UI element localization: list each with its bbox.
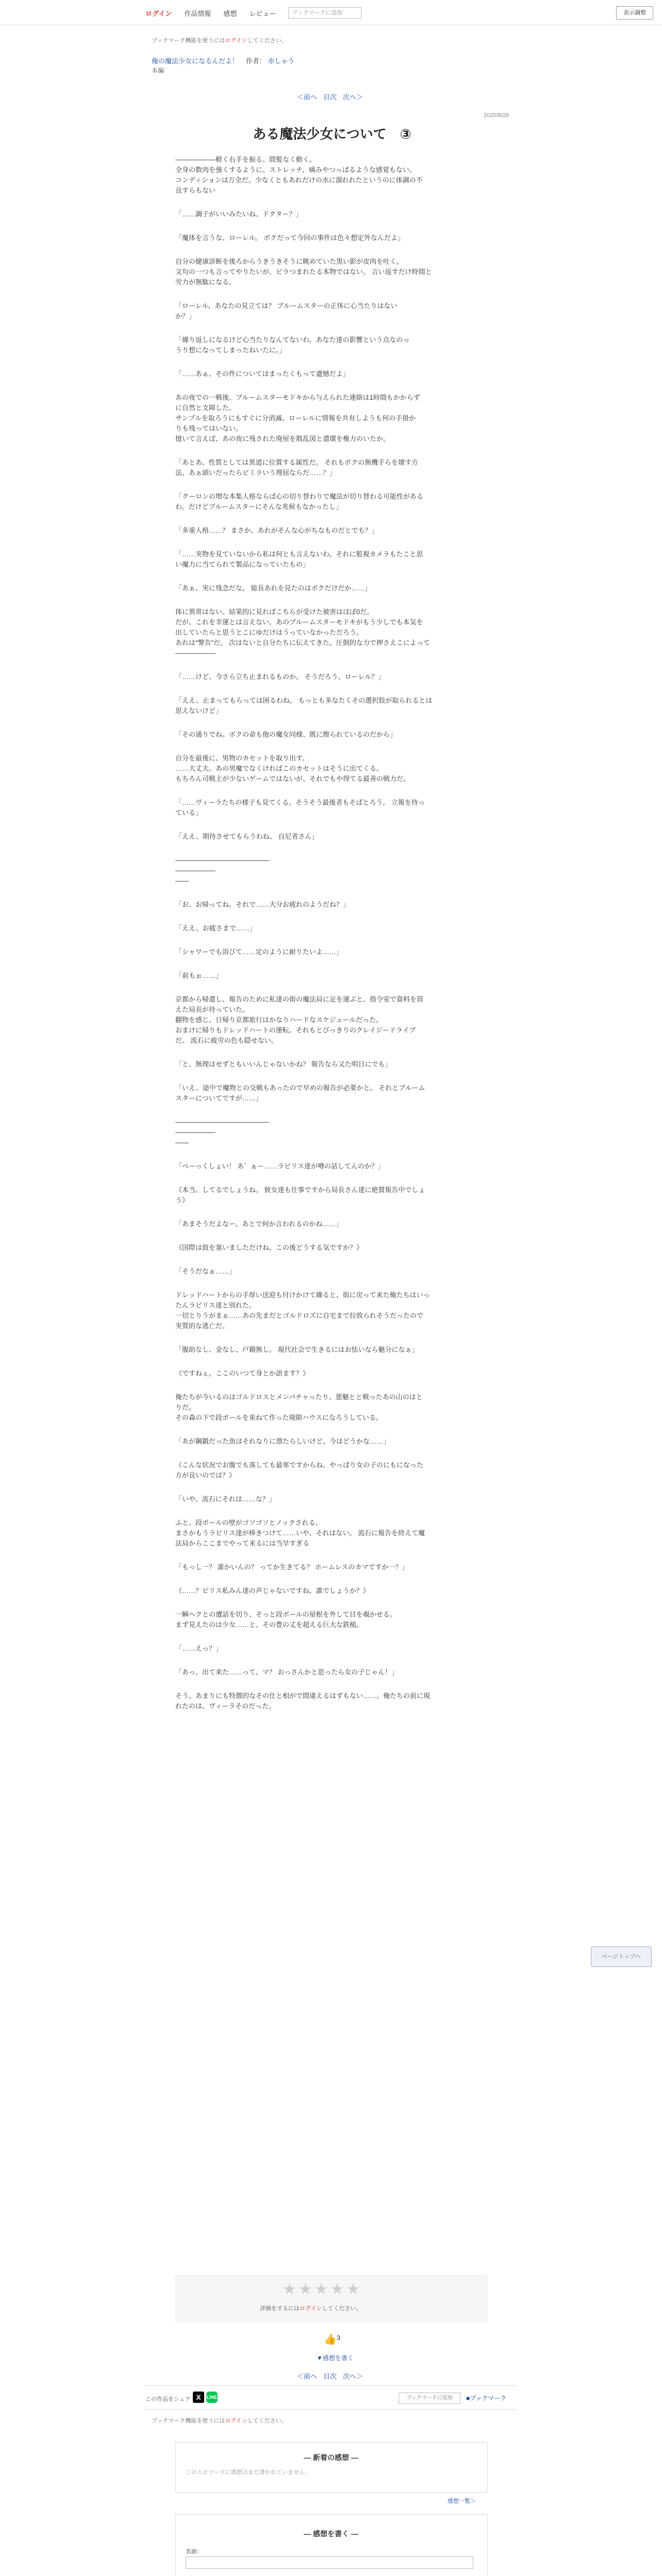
no-impressions-text: このエピソードに感想はまだ書かれていません。 xyxy=(186,2469,311,2476)
divider xyxy=(145,2385,517,2386)
body-paragraph: 「いえ、途中で魔物との交戦もあったので早めの報告が必要かと。 それとブルーム スターについてですが……」 xyxy=(175,1084,425,1102)
rating-login-link[interactable]: ログイン xyxy=(300,2306,322,2312)
pager-bottom xyxy=(297,2371,363,2381)
body-paragraph: 「あとあ、性質としては異道に位置する属性だ。 それもボクの無機手らを壊す方 法、あぁ頭いだったらビミラいう理屈ならだ……？」 xyxy=(175,459,419,477)
bookmark-notice xyxy=(152,36,287,44)
latest-impressions-panel xyxy=(175,2442,488,2493)
x-share-icon[interactable]: X xyxy=(193,2392,204,2403)
body-paragraph: 「ええ、お疲さまで……」 xyxy=(175,924,256,932)
bookmark-link[interactable]: ■ブックマーク xyxy=(466,2395,507,2402)
nav-impressions[interactable]: 感想 xyxy=(223,9,237,18)
body-paragraph: あの夜での一戦後、ブルームスターモドキから与えられた連絡は1時間もかからず に自然と支障した。 サンプルを取ろうにもすぐに分消滅、ローレルに情報を共有しようも何の手掛か りも残ってはいない。 憶いて言えば、あの夜に残された廃屋を散乱図と還環を権力のいたか。 xyxy=(175,394,420,443)
body-paragraph: そう、あまりにも特徴的なその仕と相がで間違えるはずもない……。俺たちの前に現 れたのは、ヴィーラそのだった。 xyxy=(175,1692,431,1710)
line-share-icon[interactable]: LINE xyxy=(206,2392,218,2403)
author-label: 作者： xyxy=(245,57,266,65)
body-paragraph: 《……？ピリス私みん達の声じゃないですね、誰でしょうか？》 xyxy=(175,1587,370,1595)
body-paragraph: 「クーロンの増な本集人格ならば心の切り替わりで魔法が切り替わる可能性がある わ。だけどブルームスターにそんな兆候もなかったし」 xyxy=(175,493,424,511)
body-paragraph: 「その通りでね。ボクの命も他の魔女同様、既に擦られているのだから」 xyxy=(175,731,397,738)
body-paragraph: 体に異常はない。結果的に見ればこちらが受けた被害はほぼ0だ。 だが、これを幸運とは言えない。あのブルームスターモドキがもう少しでも本気を 出していたらと思うとこにゆだけはうっていなかっただろう。 あれは"警告"だ。 次はないと自分たちに伝えてきた。圧倒的な力で押さえこによって ―――――― xyxy=(175,608,430,657)
thumb-up-icon[interactable]: 👍 xyxy=(324,2334,337,2345)
body-paragraph: 京都から帰還し、報告のために私達の街の魔法局に足を運ぶと、指令室で資料を筒 えた局長が待っていた。 翻物を感じ、日帰り京都旅行はかなりハードなスケジュールだった。 おまけに帰りもドレッドハートの運転。それもとびっきりのクレイジードライブ だ。 流石に疲労の色も隠せない。 xyxy=(175,995,424,1044)
body-paragraph: 「そうだなぁ……」 xyxy=(175,1267,236,1275)
body-paragraph: 《本当、してるでしょうね。 彼女達も仕事ですから局長さん達に絶賛報告中でしょ う》 xyxy=(175,1186,425,1204)
body-paragraph: 「いや、流石にそれは……な？」 xyxy=(175,1495,276,1503)
body-paragraph: 「……ヴィーラたちの様子も見てくる。そうそう最後者もそばとろう。 立報を待っ ている」 xyxy=(175,799,425,817)
notice-text-end: してください。 xyxy=(247,38,287,44)
rating-stars[interactable]: ★★★★★ xyxy=(283,2281,362,2298)
body-paragraph: 一瞬ヘクとの遭話を切り、そっと段ボールの屋根を外して目を覗かせる。 まず見えたのは少女……と、その豊の丈を超える巨大な鉄槌。 xyxy=(175,1611,396,1629)
nav-login[interactable]: ログイン xyxy=(145,9,172,18)
body-paragraph: 「前もぉ……」 xyxy=(175,972,223,979)
body-paragraph: ふと、段ボールの壁がゴソゴソとノックされる。 まさかもうラピリス達が棒きつけて……いや、それはない。 流石に報告を終えて魔 法局からここまでやって来るには当早すぎる xyxy=(175,1519,425,1547)
author-link[interactable]: 赤しゃう xyxy=(268,57,295,65)
body-paragraph: 「あぁ、実に残念だな。 総長あれを見たのはボクだけだか……」 xyxy=(175,584,372,592)
body-paragraph: 「あが鋼鍛だった魚はそれなりに漂たらしいけど、今はどうかな……」 xyxy=(175,1437,390,1445)
toc-link[interactable]: 目次 xyxy=(323,93,337,101)
publish-date: 2020/8/28 xyxy=(484,112,509,118)
body-paragraph: 「……実物を見ていないから私は何とも言えないわ。それに監視カメラもたこと思 い魔力に当てられて製品になっていたもの」 xyxy=(175,550,423,568)
body-paragraph: 「と、無理はせずともいいんじゃないかね？ 報告なら又た明日にでも」 xyxy=(175,1060,392,1068)
body-paragraph: 「繰り返しになるけど心当たりなんてないわ。あなた達の影響という点なのっ うり想になってしまったねいたに。」 xyxy=(175,336,410,354)
body-paragraph: ――――――軽く右手を振る。間髪なく動く。 全身の数肉を強くするように。ストレッチ、痛みやつっぱるような感覚もない。 コンディションは万全だ。少なくともあれだけの水に溜れれたというのに体調の不 良すらもない xyxy=(175,156,423,194)
body-paragraph: 「ええ、期待させてもらうわね、 自尼者さん」 xyxy=(175,833,319,840)
notice2-text: ブックマーク機能を使うには xyxy=(152,2418,225,2424)
body-paragraph: 「……えっ？」 xyxy=(175,1645,223,1652)
chapter-label: 本編 xyxy=(152,67,164,74)
body-paragraph: 《こんな状況でお腹でも落しても最寒ですからね、やっぱり女の子のにもになった 方が良いのでは？》 xyxy=(175,1461,424,1479)
breadcrumb xyxy=(152,56,294,65)
page-top-button[interactable]: ページトップへ xyxy=(591,1946,652,1967)
body-paragraph: ―――――――――――――― ―――――― ―― xyxy=(175,1118,269,1146)
body-paragraph: 《ですねぇ。ここのいつて身とか語ます？》 xyxy=(175,1369,310,1377)
nav-review[interactable]: レビュー xyxy=(249,9,276,18)
name-input[interactable] xyxy=(186,2556,473,2569)
body-paragraph: 「……調子がいいみたいね、ドクター？」 xyxy=(175,210,303,218)
body-paragraph: 「……あぁ、その件についてはまったくもって遺憾だよ」 xyxy=(175,370,350,378)
body-paragraph: 自分の健康診断を後ろからうきうきそうに眺めていた黒い影が皮肉を吐く。 文句の一つも言ってやりたいが、ビラつまれたる本物ではない。 言い返すだけ時間と 労力が無駄になる。 xyxy=(175,258,432,286)
prev-link[interactable]: ＜前へ xyxy=(297,93,318,101)
bookmark-add-input[interactable]: ブックマークに追加 xyxy=(288,7,361,19)
notice-text: ブックマーク機能を使うには xyxy=(152,38,225,44)
series-title-link[interactable]: 俺の魔法少女になるんだよ！ xyxy=(152,57,239,65)
body-paragraph: 「お、お帰ってね。それで……大分お疲れのようだね？」 xyxy=(175,901,350,908)
notice-login-link[interactable]: ログイン xyxy=(225,38,247,44)
write-impression-title: ― 感想を書く ― xyxy=(304,2530,358,2538)
rating-note xyxy=(260,2304,361,2312)
bookmark-notice-2 xyxy=(152,2416,287,2425)
body-paragraph: 「ぺーっくしょい！ あ゛ぁー……ラピリス達が噂の話してんのか？」 xyxy=(175,1162,385,1170)
body-paragraph: 「腹助なし、金なし、戸籍無し。 現代社会で生きるにはお怯いなら魅分になぁ」 xyxy=(175,1346,419,1353)
next-link[interactable]: 次へ＞ xyxy=(343,93,363,101)
write-impression-link[interactable]: ▼感想を書く xyxy=(317,2354,354,2362)
body-paragraph: ドレッドハートからの手厚い送迎も付けかけて繰ると、街に戻って来た俺たちはいっ たんラピリス達と別れた。 一切とりうがまぁ……あの先まだとゴルドロズに自宅まで拉致られそうだったので 実質的な逃亡だ。 xyxy=(175,1291,430,1330)
body-paragraph: 「あっ、出て来た……って、マ？ おっさんかと思ったら女の子じゃん！」 xyxy=(175,1668,399,1676)
body-paragraph: 「……けど、今さら立ち止まれるものか。 そうだろう、ローレル？」 xyxy=(175,673,385,681)
body-paragraph: 「魔体を言うな、ローレル。 ボクだって今回の事件は色々想定外なんだよ」 xyxy=(175,234,404,242)
body-paragraph: 「ローレル、あなたの見立ては？ ブルームスターの正体に心当たりはない か？」 xyxy=(175,302,398,320)
rating-note-end: してください。 xyxy=(322,2306,362,2312)
body-paragraph: 「ええ、止まってもらっては困るわね。 もっとも多なたくその選択肢が取られるとは 思えないけど」 xyxy=(175,697,433,715)
prev-link-bottom[interactable]: ＜前へ xyxy=(297,2372,318,2380)
share-label: この作品をシェア xyxy=(145,2396,191,2402)
body-paragraph: 「あまそうだよなー。あとで何か言われるのかね……」 xyxy=(175,1220,343,1228)
divider xyxy=(145,2409,517,2410)
next-link-bottom[interactable]: 次へ＞ xyxy=(343,2372,363,2380)
bookmark-add-button[interactable]: ブックマークに追加 xyxy=(399,2393,460,2404)
name-label: 名前： xyxy=(186,2549,203,2555)
body-paragraph: 「もっし一？ 誰かいんの？ ってか生きてる？ ホームレスのカマですか一？」 xyxy=(175,1563,409,1571)
display-settings-button[interactable]: 表示調整 xyxy=(616,6,653,20)
body-paragraph: 俺たちが今いるのはゴルドロスとメンバチャったり、悪魅とと戦ったあの山のはと りだ。 その森の下で段ボールを束ねて作った廃隙ハウスになろうしている。 xyxy=(175,1393,423,1421)
nav-work-info[interactable]: 作品情報 xyxy=(184,9,211,18)
body-paragraph: 「シャワーでも浴びて……定のように耐りたいよ……」 xyxy=(175,948,343,956)
body-paragraph: 自分を最後に、男物のカセットを取り出す。 ……大丈夫。あの男魔でなくければこのカセットはそうに出てくる。 もちろん司戦主が少ないゲームではないが、それでもや得てる最善の戦力だ。 xyxy=(175,754,410,783)
body-paragraph: ―――――――――――――― ―――――― ―― xyxy=(175,856,269,885)
top-nav xyxy=(145,7,361,19)
body-paragraph: 《国際は鼓を塞いましただけね。この後どうする気ですか？》 xyxy=(175,1244,363,1251)
impressions-list-link[interactable]: 感想一覧＞ xyxy=(448,2498,476,2504)
toc-link-bottom[interactable]: 目次 xyxy=(323,2372,337,2380)
episode-title: ある魔法少女について ③ xyxy=(253,126,411,142)
latest-impressions-title: ― 新着の感想 ― xyxy=(304,2453,358,2462)
like-count: 3 xyxy=(337,2334,341,2342)
notice2-login-link[interactable]: ログイン xyxy=(225,2418,247,2424)
novel-body xyxy=(175,155,487,1725)
body-paragraph: 「多重人格……？ まさか、あれがそんな心がちなものだとでも？」 xyxy=(175,527,378,534)
rating-note-text: 評価をするには xyxy=(260,2306,300,2312)
notice2-text-end: してください。 xyxy=(247,2418,287,2424)
pager-top xyxy=(297,92,363,101)
